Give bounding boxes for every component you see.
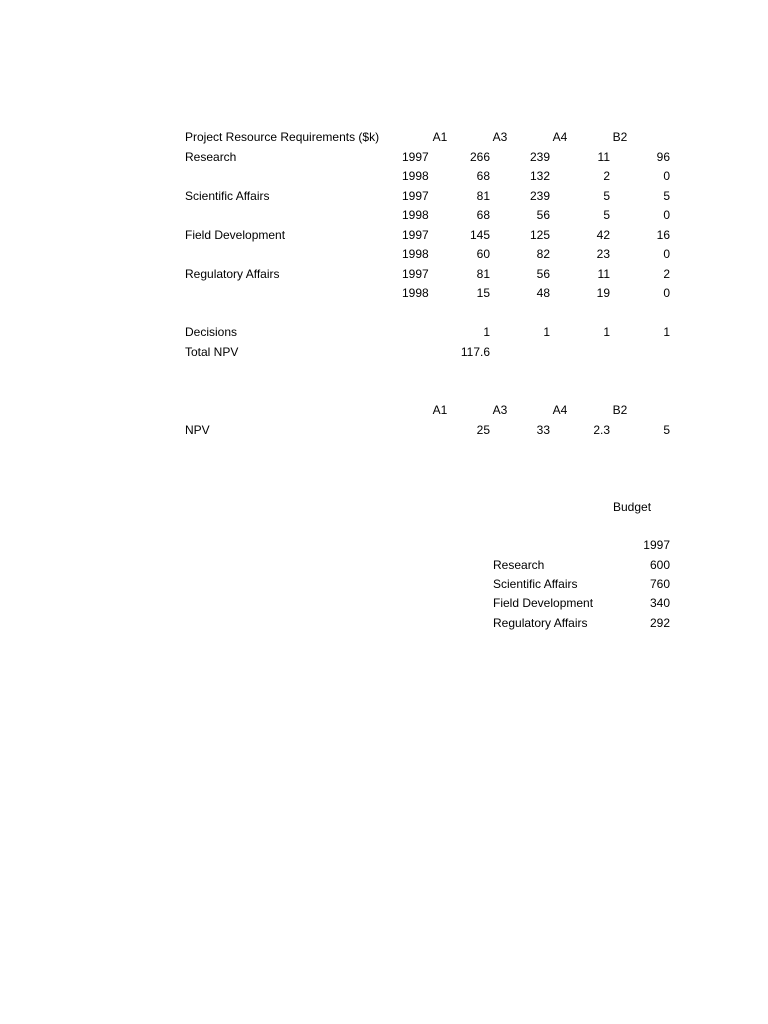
budget-value: 340	[649, 596, 670, 610]
year-label: 1998	[402, 286, 429, 300]
npv-header-a3: A3	[492, 403, 508, 417]
table-cell: 82	[536, 247, 550, 261]
year-label: 1998	[402, 208, 429, 222]
table-cell: 81	[476, 267, 490, 281]
table-cell: 239	[529, 189, 550, 203]
total-npv-value: 117.6	[460, 345, 490, 359]
decisions-label: Decisions	[185, 325, 238, 339]
table-cell: 0	[663, 247, 670, 261]
year-label: 1998	[402, 169, 429, 183]
table-cell: 16	[656, 228, 670, 242]
dept-label: Field Development	[185, 228, 286, 242]
npv-header-a4: A4	[552, 403, 568, 417]
budget-year: 1997	[643, 538, 670, 552]
decision-value: 1	[663, 325, 670, 339]
npv-value: 33	[536, 423, 550, 437]
table-cell: 5	[603, 189, 610, 203]
table-cell: 56	[536, 267, 550, 281]
total-npv-label: Total NPV	[185, 345, 239, 359]
table-cell: 0	[663, 169, 670, 183]
dept-label: Regulatory Affairs	[185, 267, 280, 281]
budget-dept: Scientific Affairs	[493, 577, 578, 591]
project-header-a4: A4	[552, 130, 568, 144]
table-cell: 96	[656, 150, 670, 164]
table-cell: 11	[597, 150, 610, 164]
table-title: Project Resource Requirements ($k)	[185, 130, 380, 144]
table-cell: 132	[529, 169, 550, 183]
budget-dept: Research	[493, 558, 545, 572]
budget-value: 760	[649, 577, 670, 591]
table-cell: 145	[469, 228, 490, 242]
dept-label: Scientific Affairs	[185, 189, 270, 203]
table-cell: 239	[529, 150, 550, 164]
year-label: 1997	[402, 189, 429, 203]
table-cell: 11	[597, 267, 610, 281]
project-header-a1: A1	[432, 130, 448, 144]
table-cell: 0	[663, 286, 670, 300]
table-cell: 5	[603, 208, 610, 222]
year-label: 1997	[402, 267, 429, 281]
table-cell: 68	[476, 169, 490, 183]
table-cell: 56	[536, 208, 550, 222]
npv-header-a1: A1	[432, 403, 448, 417]
table-cell: 60	[476, 247, 490, 261]
year-label: 1997	[402, 228, 429, 242]
year-label: 1998	[402, 247, 429, 261]
year-label: 1997	[402, 150, 429, 164]
table-cell: 48	[536, 286, 550, 300]
table-cell: 0	[663, 208, 670, 222]
npv-value: 5	[663, 423, 670, 437]
budget-value: 600	[649, 558, 670, 572]
table-cell: 15	[476, 286, 490, 300]
table-cell: 23	[596, 247, 610, 261]
table-cell: 266	[469, 150, 490, 164]
table-cell: 2	[603, 169, 610, 183]
decision-value: 1	[603, 325, 610, 339]
table-cell: 2	[663, 267, 670, 281]
table-cell: 42	[596, 228, 610, 242]
project-header-b2: B2	[612, 130, 628, 144]
table-cell: 125	[529, 228, 550, 242]
project-header-a3: A3	[492, 130, 508, 144]
npv-value: 25	[476, 423, 490, 437]
budget-dept: Regulatory Affairs	[493, 616, 588, 630]
table-cell: 68	[476, 208, 490, 222]
npv-header-b2: B2	[612, 403, 628, 417]
decision-value: 1	[543, 325, 550, 339]
table-cell: 81	[476, 189, 490, 203]
dept-label: Research	[185, 150, 237, 164]
table-cell: 19	[596, 286, 610, 300]
decision-value: 1	[483, 325, 490, 339]
budget-value: 292	[649, 616, 670, 630]
npv-label: NPV	[185, 423, 210, 437]
budget-dept: Field Development	[493, 596, 594, 610]
npv-value: 2.3	[593, 423, 610, 437]
table-cell: 5	[663, 189, 670, 203]
budget-title: Budget	[613, 500, 652, 514]
